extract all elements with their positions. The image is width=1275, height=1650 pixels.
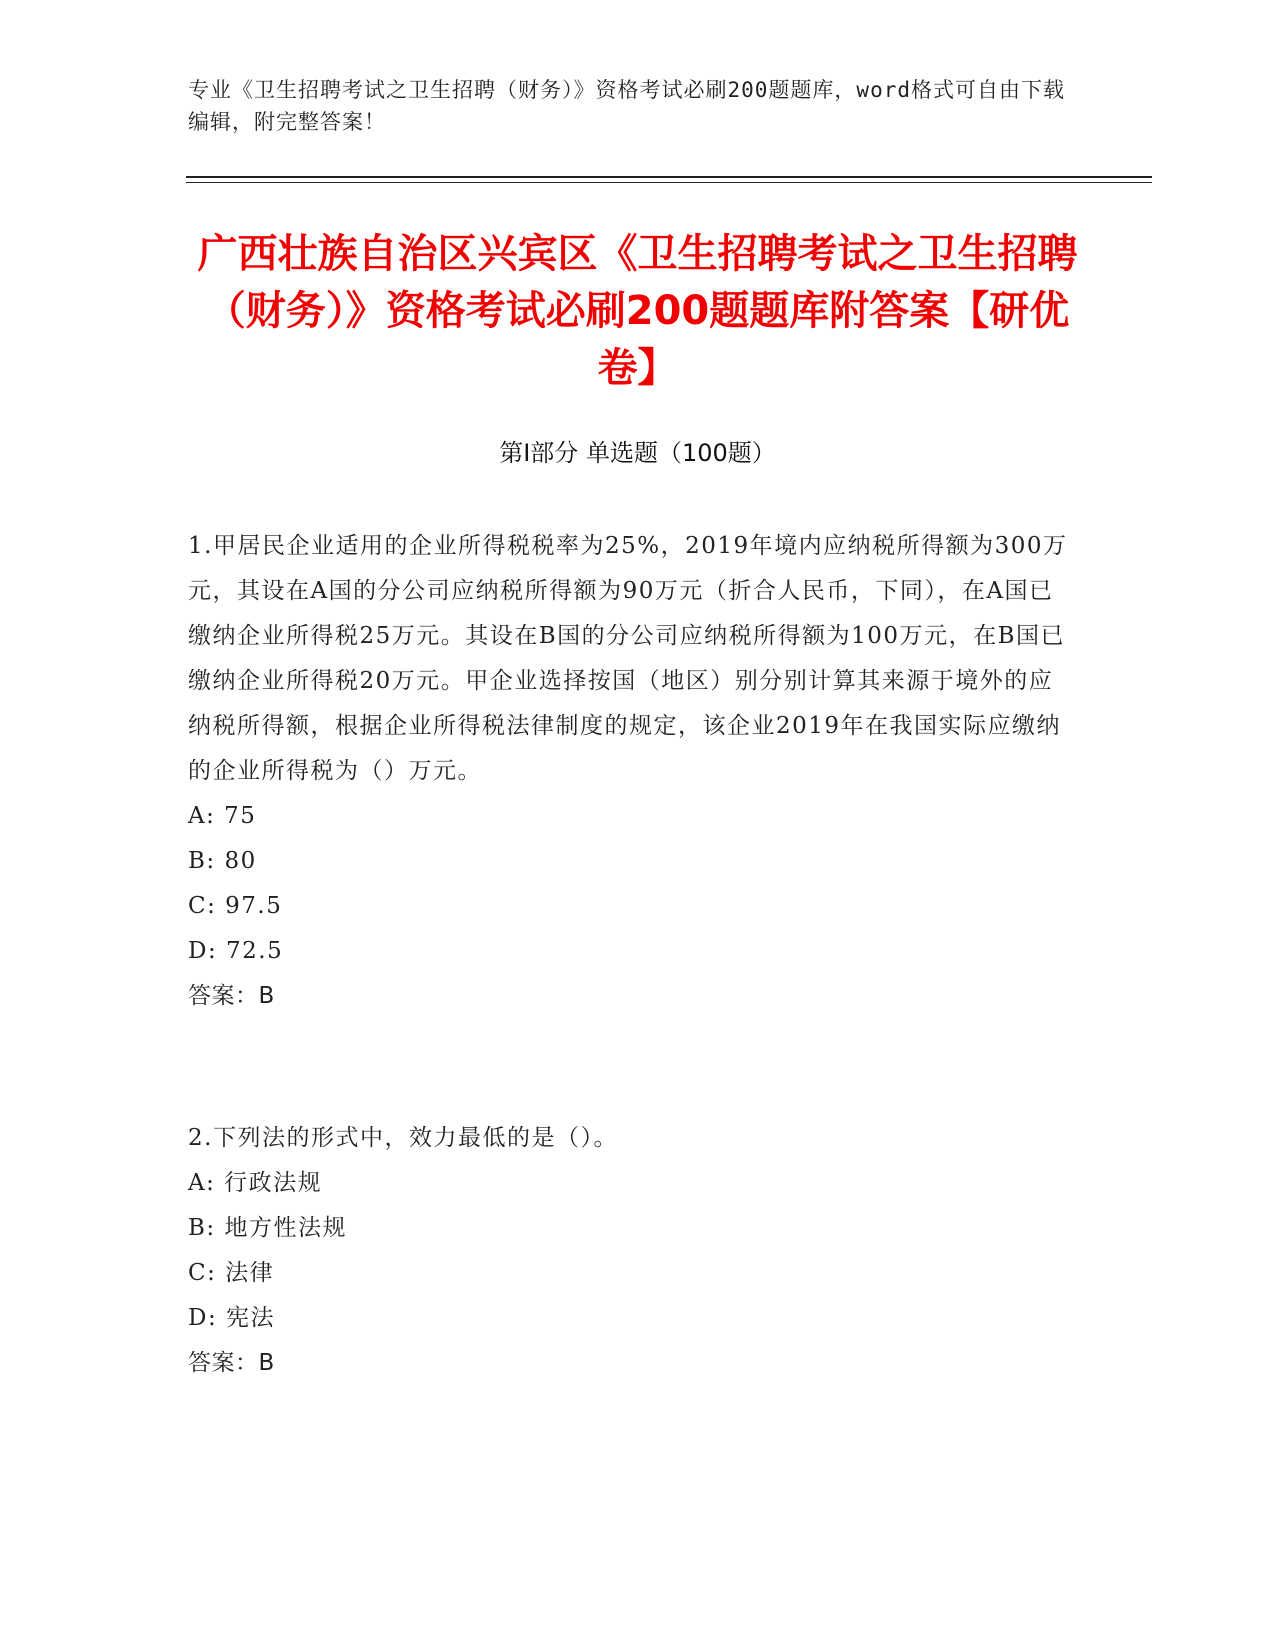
option-b: B: 地方性法规 <box>188 1215 347 1241</box>
option-b: B: 80 <box>188 848 257 874</box>
question-stem: 1.甲居民企业适用的企业所得税税率为25%，2019年境内应纳税所得额为300万元，其设在A国的分公司应纳税所得额为90万元（折合人民币，下同），在A国已缴纳企业所得税25万元。其设在B国的分公司应纳税所得额为100万元，在B国已缴纳企业所得税20万元。甲企业选择按国（地区）别分别计算其来源于境外的应纳税所得额，根据企业所得税法律制度的规定，该企业2019年在我国实际应缴纳的企业所得税为（）万元。 <box>188 533 1068 784</box>
header-divider-thin <box>186 182 1152 183</box>
document-title: 广西壮族自治区兴宾区《卫生招聘考试之卫生招聘（财务）》资格考试必刷200题题库附答案【研优卷】 <box>197 231 1078 391</box>
header-note: 专业《卫生招聘考试之卫生招聘（财务）》资格考试必刷200题题库，word格式可自由下载编辑，附完整答案！ <box>188 78 1065 134</box>
option-c: C: 法律 <box>188 1260 275 1286</box>
question-2 <box>188 1116 1068 1386</box>
option-a: A: 75 <box>188 803 257 829</box>
answer-line: 答案：B <box>188 983 275 1009</box>
header-divider-thick <box>186 176 1152 178</box>
question-stem: 2.下列法的形式中，效力最低的是（）。 <box>188 1125 618 1151</box>
section-heading: 第I部分 单选题（100题） <box>499 439 776 467</box>
question-1 <box>188 524 1068 1019</box>
option-d: D: 宪法 <box>188 1305 276 1331</box>
option-c: C: 97.5 <box>188 893 283 919</box>
option-a: A: 行政法规 <box>188 1170 323 1196</box>
answer-line: 答案：B <box>188 1350 275 1376</box>
option-d: D: 72.5 <box>188 938 284 964</box>
